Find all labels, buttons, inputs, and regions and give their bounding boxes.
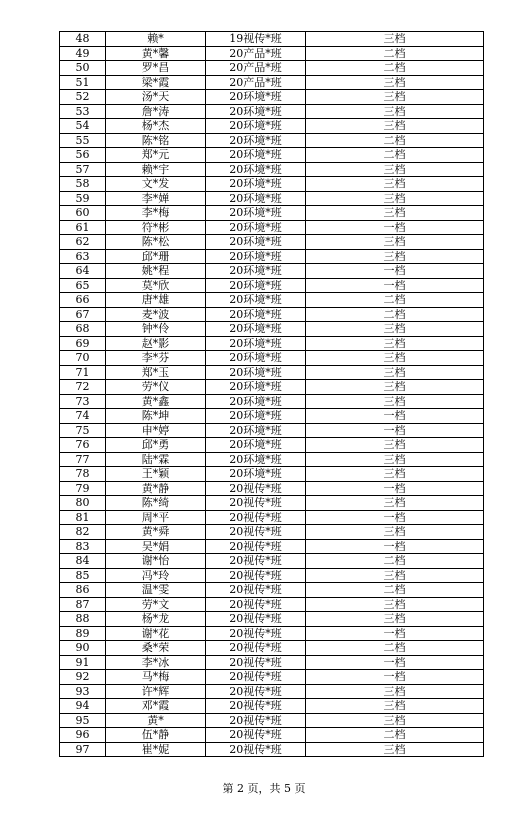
row-number-cell: 63: [60, 249, 106, 264]
level-cell: 三档: [306, 235, 484, 250]
level-cell: 二档: [306, 133, 484, 148]
class-name-cell: 20视传*班: [206, 510, 306, 525]
table-row: [60, 206, 484, 221]
student-name-cell: 莫*欣: [106, 278, 206, 293]
row-number-cell: 73: [60, 394, 106, 409]
class-name-cell: 20视传*班: [206, 597, 306, 612]
class-name-cell: 20环境*班: [206, 452, 306, 467]
student-name-cell: 温*雯: [106, 583, 206, 598]
row-number-cell: 87: [60, 597, 106, 612]
level-cell: 三档: [306, 104, 484, 119]
table-row: [60, 249, 484, 264]
level-cell: 二档: [306, 583, 484, 598]
row-number-cell: 79: [60, 481, 106, 496]
table-row: [60, 539, 484, 554]
class-name-cell: 20环境*班: [206, 235, 306, 250]
level-cell: 一档: [306, 655, 484, 670]
level-cell: 一档: [306, 423, 484, 438]
student-name-cell: 赖*宇: [106, 162, 206, 177]
class-name-cell: 20环境*班: [206, 119, 306, 134]
student-name-cell: 罗*昌: [106, 61, 206, 76]
table-row: [60, 307, 484, 322]
row-number-cell: 62: [60, 235, 106, 250]
row-number-cell: 57: [60, 162, 106, 177]
student-name-cell: 周*平: [106, 510, 206, 525]
level-cell: 二档: [306, 148, 484, 163]
level-cell: 二档: [306, 728, 484, 743]
class-name-cell: 20视传*班: [206, 539, 306, 554]
level-cell: 一档: [306, 510, 484, 525]
student-name-cell: 杨*杰: [106, 119, 206, 134]
class-name-cell: 20视传*班: [206, 583, 306, 598]
table-row: [60, 467, 484, 482]
level-cell: 三档: [306, 191, 484, 206]
class-name-cell: 20环境*班: [206, 249, 306, 264]
student-name-cell: 黄*鑫: [106, 394, 206, 409]
row-number-cell: 92: [60, 670, 106, 685]
level-cell: 三档: [306, 177, 484, 192]
class-name-cell: 20视传*班: [206, 568, 306, 583]
student-name-cell: 劳*文: [106, 597, 206, 612]
student-name-cell: 陆*霖: [106, 452, 206, 467]
row-number-cell: 61: [60, 220, 106, 235]
table-row: [60, 452, 484, 467]
class-name-cell: 20环境*班: [206, 409, 306, 424]
class-name-cell: 20视传*班: [206, 481, 306, 496]
class-name-cell: 20环境*班: [206, 322, 306, 337]
class-name-cell: 20环境*班: [206, 191, 306, 206]
row-number-cell: 64: [60, 264, 106, 279]
student-name-cell: 麦*波: [106, 307, 206, 322]
class-name-cell: 20环境*班: [206, 351, 306, 366]
row-number-cell: 94: [60, 699, 106, 714]
level-cell: 三档: [306, 394, 484, 409]
row-number-cell: 75: [60, 423, 106, 438]
student-name-cell: 符*彬: [106, 220, 206, 235]
table-row: [60, 293, 484, 308]
class-name-cell: 20环境*班: [206, 133, 306, 148]
class-name-cell: 20环境*班: [206, 206, 306, 221]
class-name-cell: 20环境*班: [206, 394, 306, 409]
row-number-cell: 96: [60, 728, 106, 743]
row-number-cell: 95: [60, 713, 106, 728]
level-cell: 三档: [306, 713, 484, 728]
student-name-cell: 黄*馨: [106, 46, 206, 61]
class-name-cell: 20环境*班: [206, 162, 306, 177]
class-name-cell: 20视传*班: [206, 655, 306, 670]
student-name-cell: 崔*妮: [106, 742, 206, 757]
student-name-cell: 李*芬: [106, 351, 206, 366]
table-row: [60, 554, 484, 569]
class-name-cell: 20视传*班: [206, 612, 306, 627]
class-name-cell: 20环境*班: [206, 365, 306, 380]
row-number-cell: 66: [60, 293, 106, 308]
level-cell: 三档: [306, 119, 484, 134]
student-name-cell: 谢*花: [106, 626, 206, 641]
student-name-cell: 陈*绮: [106, 496, 206, 511]
level-cell: 三档: [306, 32, 484, 47]
table-row: [60, 713, 484, 728]
class-name-cell: 20环境*班: [206, 467, 306, 482]
class-name-cell: 20环境*班: [206, 90, 306, 105]
class-name-cell: 20环境*班: [206, 220, 306, 235]
level-cell: 二档: [306, 554, 484, 569]
level-cell: 三档: [306, 90, 484, 105]
table-row: [60, 278, 484, 293]
row-number-cell: 69: [60, 336, 106, 351]
row-number-cell: 56: [60, 148, 106, 163]
table-row: [60, 162, 484, 177]
student-name-cell: 劳*仪: [106, 380, 206, 395]
table-row: [60, 742, 484, 757]
student-name-cell: 许*辉: [106, 684, 206, 699]
row-number-cell: 91: [60, 655, 106, 670]
table-row: [60, 438, 484, 453]
level-cell: 三档: [306, 597, 484, 612]
row-number-cell: 86: [60, 583, 106, 598]
class-name-cell: 20环境*班: [206, 380, 306, 395]
student-name-cell: 陈*松: [106, 235, 206, 250]
class-name-cell: 20视传*班: [206, 626, 306, 641]
row-number-cell: 50: [60, 61, 106, 76]
level-cell: 三档: [306, 496, 484, 511]
student-name-cell: 郑*玉: [106, 365, 206, 380]
student-name-cell: 伍*静: [106, 728, 206, 743]
table-row: [60, 626, 484, 641]
table-row: [60, 133, 484, 148]
class-name-cell: 20环境*班: [206, 148, 306, 163]
student-table: [59, 31, 484, 757]
class-name-cell: 20视传*班: [206, 554, 306, 569]
row-number-cell: 54: [60, 119, 106, 134]
table-row: [60, 148, 484, 163]
table-row: [60, 655, 484, 670]
student-name-cell: 陈*坤: [106, 409, 206, 424]
level-cell: 一档: [306, 539, 484, 554]
class-name-cell: 20环境*班: [206, 278, 306, 293]
level-cell: 三档: [306, 322, 484, 337]
level-cell: 三档: [306, 467, 484, 482]
row-number-cell: 60: [60, 206, 106, 221]
level-cell: 三档: [306, 380, 484, 395]
row-number-cell: 59: [60, 191, 106, 206]
student-name-cell: 马*梅: [106, 670, 206, 685]
class-name-cell: 20视传*班: [206, 742, 306, 757]
student-name-cell: 申*婷: [106, 423, 206, 438]
table-row: [60, 583, 484, 598]
student-name-cell: 黄*: [106, 713, 206, 728]
class-name-cell: 19视传*班: [206, 32, 306, 47]
row-number-cell: 70: [60, 351, 106, 366]
row-number-cell: 71: [60, 365, 106, 380]
class-name-cell: 20产品*班: [206, 75, 306, 90]
table-row: [60, 380, 484, 395]
class-name-cell: 20产品*班: [206, 46, 306, 61]
class-name-cell: 20视传*班: [206, 684, 306, 699]
level-cell: 三档: [306, 742, 484, 757]
level-cell: 二档: [306, 293, 484, 308]
student-name-cell: 钟*伶: [106, 322, 206, 337]
row-number-cell: 58: [60, 177, 106, 192]
level-cell: 三档: [306, 684, 484, 699]
class-name-cell: 20视传*班: [206, 713, 306, 728]
level-cell: 三档: [306, 699, 484, 714]
table-row: [60, 481, 484, 496]
row-number-cell: 68: [60, 322, 106, 337]
level-cell: 一档: [306, 278, 484, 293]
row-number-cell: 83: [60, 539, 106, 554]
student-name-cell: 文*发: [106, 177, 206, 192]
class-name-cell: 20环境*班: [206, 423, 306, 438]
student-name-cell: 李*梅: [106, 206, 206, 221]
table-row: [60, 322, 484, 337]
student-name-cell: 陈*铭: [106, 133, 206, 148]
table-row: [60, 61, 484, 76]
table-row: [60, 104, 484, 119]
student-name-cell: 邓*霞: [106, 699, 206, 714]
level-cell: 三档: [306, 525, 484, 540]
table-row: [60, 365, 484, 380]
level-cell: 三档: [306, 568, 484, 583]
row-number-cell: 67: [60, 307, 106, 322]
row-number-cell: 53: [60, 104, 106, 119]
table-row: [60, 220, 484, 235]
row-number-cell: 48: [60, 32, 106, 47]
level-cell: 一档: [306, 626, 484, 641]
level-cell: 三档: [306, 365, 484, 380]
level-cell: 三档: [306, 452, 484, 467]
student-name-cell: 汤*天: [106, 90, 206, 105]
row-number-cell: 55: [60, 133, 106, 148]
row-number-cell: 51: [60, 75, 106, 90]
student-name-cell: 邱*勇: [106, 438, 206, 453]
row-number-cell: 97: [60, 742, 106, 757]
row-number-cell: 84: [60, 554, 106, 569]
class-name-cell: 20视传*班: [206, 728, 306, 743]
table-body: [60, 32, 484, 757]
row-number-cell: 72: [60, 380, 106, 395]
table-row: [60, 90, 484, 105]
class-name-cell: 20产品*班: [206, 61, 306, 76]
level-cell: 一档: [306, 670, 484, 685]
table-row: [60, 32, 484, 47]
table-row: [60, 728, 484, 743]
student-name-cell: 郑*元: [106, 148, 206, 163]
level-cell: 二档: [306, 307, 484, 322]
table-row: [60, 423, 484, 438]
student-name-cell: 李*冰: [106, 655, 206, 670]
table-row: [60, 496, 484, 511]
student-name-cell: 赖*: [106, 32, 206, 47]
table-row: [60, 568, 484, 583]
table-row: [60, 75, 484, 90]
row-number-cell: 93: [60, 684, 106, 699]
student-name-cell: 冯*玲: [106, 568, 206, 583]
table-row: [60, 394, 484, 409]
class-name-cell: 20环境*班: [206, 293, 306, 308]
level-cell: 一档: [306, 409, 484, 424]
level-cell: 三档: [306, 75, 484, 90]
table-row: [60, 510, 484, 525]
table-row: [60, 684, 484, 699]
row-number-cell: 52: [60, 90, 106, 105]
level-cell: 一档: [306, 264, 484, 279]
student-name-cell: 桑*荣: [106, 641, 206, 656]
level-cell: 二档: [306, 61, 484, 76]
table-row: [60, 46, 484, 61]
table-row: [60, 525, 484, 540]
level-cell: 一档: [306, 481, 484, 496]
row-number-cell: 82: [60, 525, 106, 540]
level-cell: 三档: [306, 351, 484, 366]
level-cell: 三档: [306, 612, 484, 627]
table-row: [60, 409, 484, 424]
student-name-cell: 詹*涛: [106, 104, 206, 119]
student-name-cell: 黄*舜: [106, 525, 206, 540]
page-footer: 第 2 页，共 5 页: [222, 782, 306, 795]
level-cell: 二档: [306, 46, 484, 61]
table-row: [60, 177, 484, 192]
class-name-cell: 20视传*班: [206, 670, 306, 685]
table-row: [60, 612, 484, 627]
table-row: [60, 699, 484, 714]
class-name-cell: 20环境*班: [206, 307, 306, 322]
level-cell: 三档: [306, 162, 484, 177]
level-cell: 三档: [306, 438, 484, 453]
row-number-cell: 76: [60, 438, 106, 453]
row-number-cell: 74: [60, 409, 106, 424]
student-name-cell: 唐*雄: [106, 293, 206, 308]
row-number-cell: 85: [60, 568, 106, 583]
student-name-cell: 邱*珊: [106, 249, 206, 264]
student-name-cell: 梁*霞: [106, 75, 206, 90]
class-name-cell: 20视传*班: [206, 525, 306, 540]
table-row: [60, 235, 484, 250]
level-cell: 三档: [306, 336, 484, 351]
row-number-cell: 88: [60, 612, 106, 627]
table-row: [60, 670, 484, 685]
class-name-cell: 20环境*班: [206, 104, 306, 119]
table-row: [60, 191, 484, 206]
class-name-cell: 20视传*班: [206, 699, 306, 714]
student-name-cell: 李*婵: [106, 191, 206, 206]
class-name-cell: 20环境*班: [206, 177, 306, 192]
level-cell: 一档: [306, 220, 484, 235]
student-name-cell: 谢*怡: [106, 554, 206, 569]
student-name-cell: 杨*龙: [106, 612, 206, 627]
class-name-cell: 20环境*班: [206, 336, 306, 351]
table-row: [60, 351, 484, 366]
row-number-cell: 65: [60, 278, 106, 293]
class-name-cell: 20环境*班: [206, 438, 306, 453]
class-name-cell: 20视传*班: [206, 641, 306, 656]
row-number-cell: 90: [60, 641, 106, 656]
row-number-cell: 49: [60, 46, 106, 61]
row-number-cell: 81: [60, 510, 106, 525]
student-name-cell: 姚*程: [106, 264, 206, 279]
table-row: [60, 641, 484, 656]
class-name-cell: 20视传*班: [206, 496, 306, 511]
class-name-cell: 20环境*班: [206, 264, 306, 279]
table-row: [60, 336, 484, 351]
level-cell: 三档: [306, 206, 484, 221]
row-number-cell: 89: [60, 626, 106, 641]
student-name-cell: 黄*静: [106, 481, 206, 496]
row-number-cell: 77: [60, 452, 106, 467]
table-row: [60, 264, 484, 279]
row-number-cell: 78: [60, 467, 106, 482]
student-name-cell: 赵*影: [106, 336, 206, 351]
row-number-cell: 80: [60, 496, 106, 511]
student-name-cell: 吴*娟: [106, 539, 206, 554]
level-cell: 三档: [306, 249, 484, 264]
table-row: [60, 597, 484, 612]
level-cell: 二档: [306, 641, 484, 656]
table-row: [60, 119, 484, 134]
student-name-cell: 王*颖: [106, 467, 206, 482]
